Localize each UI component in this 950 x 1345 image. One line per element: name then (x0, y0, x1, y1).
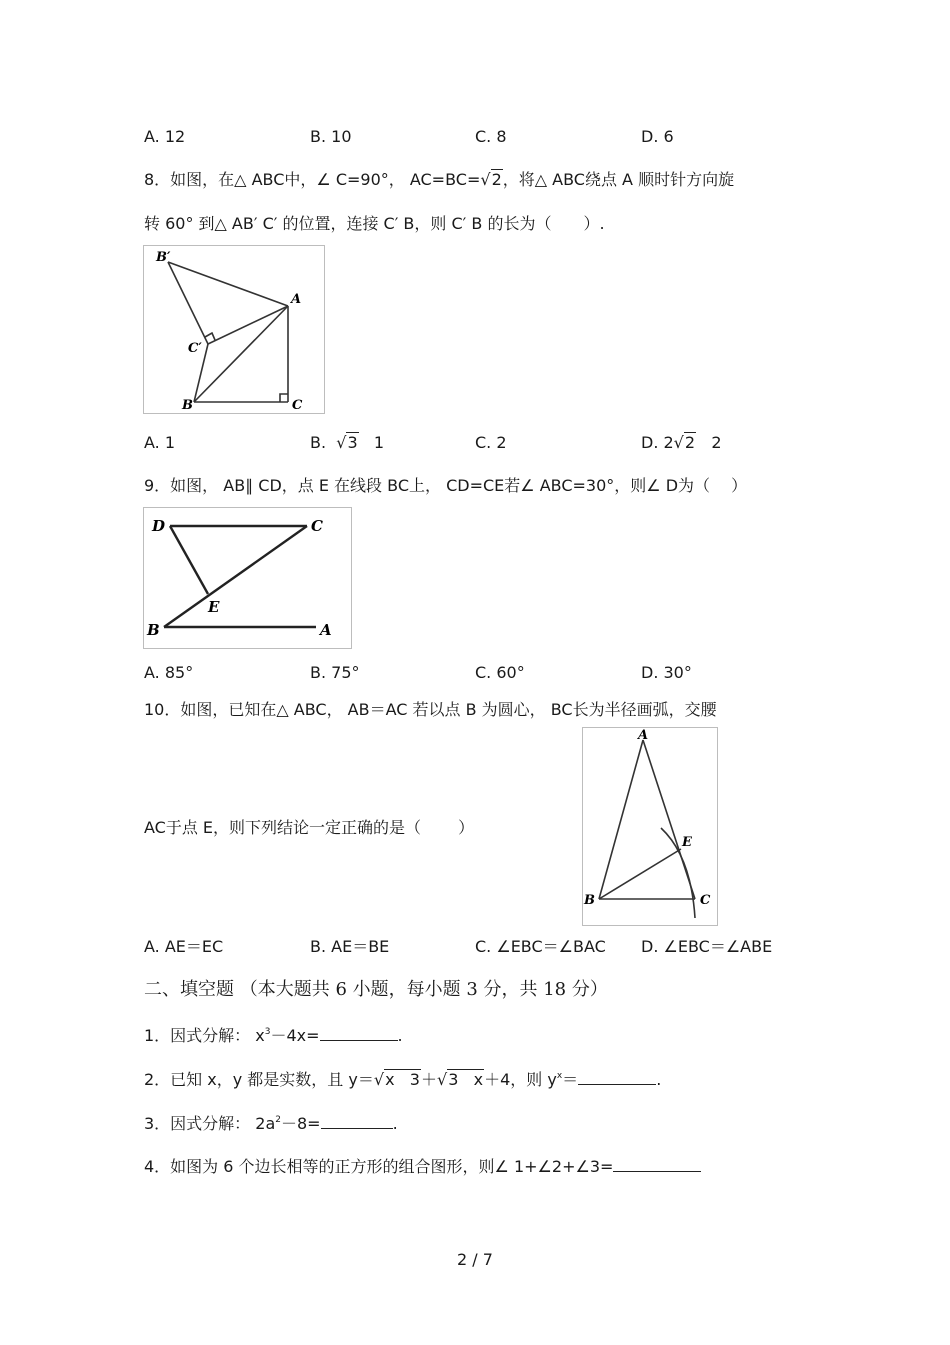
fill-q3-text-b: －8= (281, 1114, 321, 1133)
q10-question-line1: 10．如图，已知在△ ABC， AB＝AC 若以点 B 为圆心， BC长为半径画弧，交腰 (144, 700, 717, 719)
q8-option-b-prefix: B. (310, 433, 327, 452)
q10-label-b: B (584, 893, 595, 908)
q8-option-d-prefix: D. 2 (641, 433, 674, 452)
fill-q3-exponent: 2 (275, 1115, 281, 1125)
fill-q2-answer-blank[interactable] (578, 1068, 656, 1085)
q8-option-b-sqrt: √ (336, 433, 347, 452)
fill-q2-radicand1: x 3 (385, 1070, 420, 1089)
fill-q3-answer-blank[interactable] (321, 1112, 393, 1129)
q7-option-c: C. 8 (475, 127, 507, 146)
section2-title: 二、填空题 （本大题共 6 小题，每小题 3 分，共 18 分） (144, 979, 608, 1000)
q9-label-d: D (152, 517, 166, 535)
q9-question: 9．如图， AB∥ CD，点 E 在线段 BC上， CD=CE若∠ ABC=30°，则∠ D为（ ） (144, 476, 748, 495)
fill-q1-answer-blank[interactable] (320, 1024, 398, 1041)
q8-label-c: C (292, 398, 303, 413)
fill-q1 (144, 1024, 403, 1047)
q10-figure (582, 727, 718, 926)
page-number: 2 / 7 (457, 1250, 493, 1269)
fill-q2-sqrt1: √ (373, 1070, 385, 1089)
q8-option-d-radicand: 2 (684, 433, 696, 452)
q8-radicand: 2 (491, 170, 502, 189)
q8-label-b: B (182, 398, 193, 413)
q10-label-c: C (700, 893, 711, 908)
fill-q2-text-b: ＋4，则 y (484, 1070, 557, 1089)
q9-option-b: B. 75° (310, 663, 360, 682)
q8-option-d-suffix: 2 (711, 433, 722, 452)
q9-option-a: A. 85° (144, 663, 194, 682)
q9-figure (143, 507, 352, 649)
q8-question-line1 (144, 169, 734, 191)
q9-label-e: E (208, 598, 220, 616)
q8-option-b (310, 432, 384, 454)
q8-option-c: C. 2 (475, 433, 507, 452)
q8-label-b-prime: B′ (156, 250, 171, 265)
fill-q2-end: . (656, 1070, 662, 1089)
q10-label-a: A (638, 728, 649, 743)
fill-q2-radicand2: 3 x (448, 1070, 484, 1089)
fill-q1-text-a: 1．因式分解： x (144, 1026, 265, 1045)
fill-q4-answer-blank[interactable] (613, 1155, 701, 1172)
q8-option-d-sqrt: √ (673, 433, 684, 452)
q8-option-b-radicand: 3 (347, 433, 358, 452)
fill-q2 (144, 1068, 661, 1091)
q8-sqrt-symbol: √ (480, 170, 491, 189)
q8-option-b-suffix: 1 (373, 433, 385, 452)
q8-option-a: A. 1 (144, 433, 176, 452)
q7-option-a: A. 12 (144, 127, 186, 146)
q10-label-e: E (682, 835, 692, 850)
q10-option-c: C. ∠EBC＝∠BAC (475, 937, 606, 956)
q10-option-b: B. AE＝BE (310, 937, 390, 956)
q8-line1-text-a: 8．如图，在△ ABC中，∠ C=90°， AC=BC= (144, 170, 481, 189)
fill-q3 (144, 1112, 398, 1135)
q9-label-b: B (147, 621, 160, 639)
q8-option-d (641, 432, 722, 454)
q8-line1-text-b: ，将△ ABC绕点 A 顺时针方向旋 (502, 170, 735, 189)
fill-q4 (144, 1155, 701, 1178)
fill-q1-exponent: 3 (264, 1027, 271, 1037)
q9-option-d: D. 30° (641, 663, 692, 682)
fill-q1-text-b: －4x= (270, 1026, 320, 1045)
q8-label-c-prime: C′ (188, 341, 202, 356)
q10-option-a: A. AE＝EC (144, 937, 224, 956)
fill-q2-text-c: ＝ (562, 1070, 579, 1089)
q10-question-line2: AC于点 E，则下列结论一定正确的是（ ） (144, 818, 475, 837)
q8-question-line2: 转 60° 到△ AB′ C′ 的位置，连接 C′ B，则 C′ B 的长为（ ）. (144, 214, 605, 233)
q10-option-d: D. ∠EBC＝∠ABE (641, 937, 773, 956)
fill-q4-text: 4．如图为 6 个边长相等的正方形的组合图形，则∠ 1+∠2+∠3= (144, 1157, 614, 1176)
fill-q2-plus: ＋ (420, 1070, 437, 1089)
q9-option-c: C. 60° (475, 663, 525, 682)
fill-q1-end: . (397, 1026, 403, 1045)
q8-figure (143, 245, 325, 414)
q7-option-d: D. 6 (641, 127, 674, 146)
q8-label-a: A (291, 292, 302, 307)
fill-q3-end: . (392, 1114, 398, 1133)
q9-label-c: C (311, 517, 323, 535)
fill-q2-text-a: 2．已知 x，y 都是实数，且 y＝ (144, 1070, 374, 1089)
fill-q2-exponent: x (556, 1071, 563, 1081)
fill-q3-text-a: 3．因式分解： 2a (144, 1114, 276, 1133)
fill-q2-sqrt2: √ (436, 1070, 448, 1089)
q7-option-b: B. 10 (310, 127, 352, 146)
q9-label-a: A (320, 621, 332, 639)
